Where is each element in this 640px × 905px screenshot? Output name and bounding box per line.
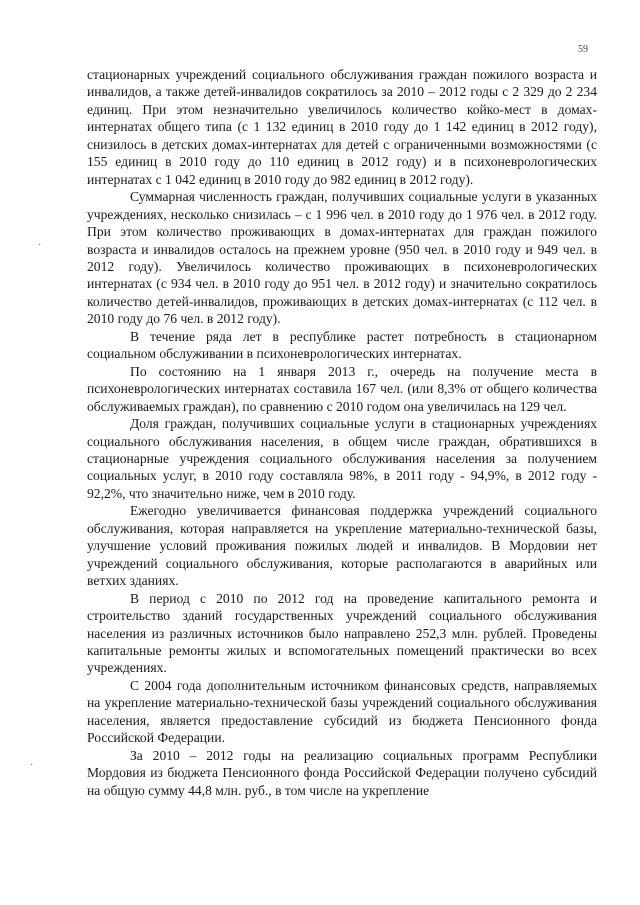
- paragraph: В течение ряда лет в республике растет потребность в стационарном социальном обслуживании в психоневрологических интернатах.: [87, 328, 597, 362]
- paragraph: Ежегодно увеличивается финансовая поддержка учреждений социального обслуживания, которая направляется на укрепление материально-технической базы, улучшение условий проживания пожилых людей и инвалидов. В Мордовии нет учреждений социального обслуживания, которые располагаются в аварийных или ветхих зданиях.: [87, 503, 597, 589]
- scan-speck: ·: [30, 760, 34, 771]
- page-number: 59: [578, 44, 588, 55]
- paragraph: В период с 2010 по 2012 год на проведение капитального ремонта и строительство зданий государственных учреждений социального обслуживания населения из различных источников было направлено 252,3 млн. рублей. Проведены капитальные ремонты жилых и вспомогательных помещений практически во всех учреждениях.: [87, 590, 597, 676]
- paragraph: За 2010 – 2012 годы на реализацию социальных программ Республики Мордовия из бюджета Пенсионного фонда Российской Федерации получено субсидий на общую сумму 44,8 млн. руб., в том числе на укрепление: [87, 747, 597, 798]
- paragraph: Доля граждан, получивших социальные услуги в стационарных учреждениях социального обслуживания населения, в общем числе граждан, обратившихся в стационарные учреждения социального обслуживания населения за получением социальных услуг, в 2010 году составляла 98%, в 2011 году - 94,9%, в 2012 году - 92,2%, что значительно ниже, чем в 2010 году.: [87, 416, 597, 501]
- body-text: [87, 66, 597, 799]
- paragraph: С 2004 года дополнительным источником финансовых средств, направляемых на укрепление материально-технической базы учреждений социального обслуживания населения, является предоставление субсидий из бюджета Пенсионного фонда Российской Федерации.: [87, 677, 597, 746]
- paragraph: По состоянию на 1 января 2013 г., очередь на получение места в психоневрологических интернатах составила 167 чел. (или 8,3% от общего количества обслуживаемых граждан), по сравнению с 2010 годом она увеличилась на 129 чел.: [87, 363, 597, 414]
- paragraph: стационарных учреждений социального обслуживания граждан пожилого возраста и инвалидов, а также детей-инвалидов сократилось за 2010 – 2012 годы с 2 329 до 2 234 единиц. При этом незначительно увеличилось количество койко-мест в домах-интернатах общего типа (с 1 132 единиц в 2010 году до 1 142 единиц в 2012 году), снизилось в детских домах-интернатах для детей с ограниченными возможностями (с 155 единиц в 2010 году до 110 единиц в 2012 году) и в психоневрологических интернатах с 1 042 единиц в 2010 году до 982 единиц в 2012 году).: [87, 67, 597, 187]
- scan-speck: ·: [38, 240, 42, 251]
- paragraph: Суммарная численность граждан, получивших социальные услуги в указанных учреждениях, несколько снизилась – с 1 996 чел. в 2010 году до 1 976 чел. в 2012 году. При этом количество проживающих в домах-интернатах для граждан пожилого возраста и инвалидов осталось на прежнем уровне (950 чел. в 2010 году и 949 чел. в 2012 году). Увеличилось количество проживающих в психоневрологических интернатах (с 934 чел. в 2010 году до 951 чел. в 2012 году) и значительно сократилось количество детей-инвалидов, проживающих в детских домах-интернатах (с 112 чел. в 2010 году до 76 чел. в 2012 году).: [87, 189, 597, 327]
